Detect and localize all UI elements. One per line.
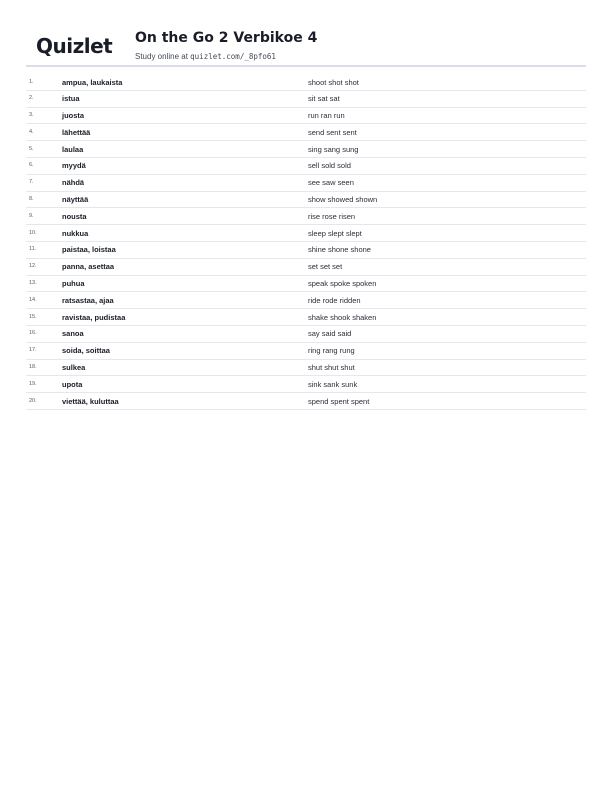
term-word: paistaa, loistaa bbox=[62, 245, 116, 255]
quizlet-logo: Quizlet bbox=[36, 34, 113, 58]
term-definition: shut shut shut bbox=[308, 363, 355, 373]
term-definition: ride rode ridden bbox=[308, 295, 361, 305]
term-definition: sink sank sunk bbox=[308, 379, 358, 389]
page-title: On the Go 2 Verbikoe 4 bbox=[135, 30, 318, 46]
term-number: 11. bbox=[29, 246, 37, 253]
term-row bbox=[26, 124, 586, 141]
term-row bbox=[26, 158, 586, 175]
term-number: 19. bbox=[29, 380, 37, 387]
term-row bbox=[26, 175, 586, 192]
term-definition: sleep slept slept bbox=[308, 228, 362, 238]
term-word: soida, soittaa bbox=[62, 346, 110, 356]
term-row bbox=[26, 141, 586, 158]
page-header bbox=[26, 26, 586, 66]
term-word: ampua, laukaista bbox=[62, 77, 123, 87]
term-definition: run ran run bbox=[308, 111, 345, 121]
term-number: 10. bbox=[29, 229, 37, 236]
term-number: 8. bbox=[29, 196, 34, 203]
term-number: 2. bbox=[29, 95, 34, 102]
term-definition: shake shook shaken bbox=[308, 312, 377, 322]
term-word: viettää, kuluttaa bbox=[62, 396, 119, 406]
term-word: myydä bbox=[62, 161, 86, 171]
study-url-link[interactable]: quizlet.com/_8pfo61 bbox=[190, 52, 276, 61]
term-number: 12. bbox=[29, 263, 37, 270]
term-row bbox=[26, 276, 586, 293]
term-word: upota bbox=[62, 379, 83, 389]
term-word: nähdä bbox=[62, 178, 85, 188]
term-number: 4. bbox=[29, 128, 34, 135]
term-definition: see saw seen bbox=[308, 178, 354, 188]
term-number: 9. bbox=[29, 212, 34, 219]
term-definition: send sent sent bbox=[308, 127, 357, 137]
term-word: istua bbox=[62, 94, 80, 104]
term-word: juosta bbox=[62, 111, 85, 121]
term-row bbox=[26, 225, 586, 242]
term-definition: shoot shot shot bbox=[308, 77, 359, 87]
term-definition: speak spoke spoken bbox=[308, 279, 377, 289]
term-definition: set set set bbox=[308, 262, 343, 272]
term-row bbox=[26, 376, 586, 393]
term-number: 6. bbox=[29, 162, 34, 169]
term-definition: spend spent spent bbox=[308, 396, 370, 406]
term-word: sulkea bbox=[62, 363, 86, 373]
term-definition: shine shone shone bbox=[308, 245, 371, 255]
term-number: 1. bbox=[29, 78, 34, 85]
header-divider bbox=[26, 65, 586, 67]
term-definition: ring rang rung bbox=[308, 346, 355, 356]
term-word: ravistaa, pudistaa bbox=[62, 312, 126, 322]
term-row bbox=[26, 208, 586, 225]
term-word: ratsastaa, ajaa bbox=[62, 295, 114, 305]
term-word: puhua bbox=[62, 279, 85, 289]
term-row bbox=[26, 192, 586, 209]
term-number: 20. bbox=[29, 397, 37, 404]
term-row bbox=[26, 242, 586, 259]
term-number: 16. bbox=[29, 330, 37, 337]
term-row bbox=[26, 343, 586, 360]
term-word: näyttää bbox=[62, 195, 89, 205]
term-number: 5. bbox=[29, 145, 34, 152]
term-number: 17. bbox=[29, 347, 37, 354]
terms-list bbox=[26, 74, 586, 410]
study-online-label: Study online at bbox=[135, 52, 191, 61]
term-number: 13. bbox=[29, 280, 37, 287]
term-row bbox=[26, 309, 586, 326]
term-row bbox=[26, 108, 586, 125]
term-row bbox=[26, 259, 586, 276]
study-online-line bbox=[135, 52, 276, 61]
term-definition: say said said bbox=[308, 329, 352, 339]
term-row bbox=[26, 393, 586, 410]
term-row bbox=[26, 74, 586, 91]
term-number: 15. bbox=[29, 313, 37, 320]
term-word: lähettää bbox=[62, 127, 91, 137]
term-number: 3. bbox=[29, 112, 34, 119]
term-definition: sell sold sold bbox=[308, 161, 351, 171]
term-definition: rise rose risen bbox=[308, 211, 356, 221]
term-row bbox=[26, 326, 586, 343]
term-word: sanoa bbox=[62, 329, 84, 339]
term-word: panna, asettaa bbox=[62, 262, 115, 272]
term-word: nousta bbox=[62, 211, 87, 221]
term-row bbox=[26, 360, 586, 377]
term-definition: show showed shown bbox=[308, 195, 378, 205]
term-word: laulaa bbox=[62, 144, 84, 154]
term-definition: sit sat sat bbox=[308, 94, 340, 104]
term-word: nukkua bbox=[62, 228, 89, 238]
term-row bbox=[26, 91, 586, 108]
term-number: 7. bbox=[29, 179, 34, 186]
term-definition: sing sang sung bbox=[308, 144, 359, 154]
term-row bbox=[26, 292, 586, 309]
term-number: 14. bbox=[29, 296, 37, 303]
term-number: 18. bbox=[29, 364, 37, 371]
